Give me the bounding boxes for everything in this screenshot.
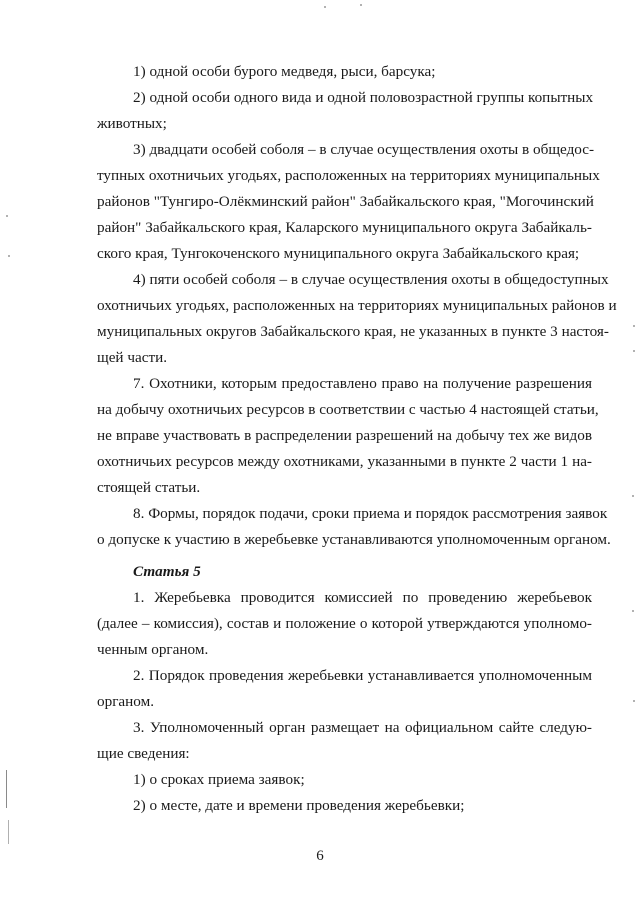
page-number: 6 — [316, 848, 324, 864]
text-line: 4) пяти особей соболя – в случае осуществления охоты в общедоступных — [133, 271, 609, 288]
text-line: 3. Уполномоченный орган размещает на официальном сайте следую- — [133, 719, 592, 736]
scan-edge-mark — [8, 820, 9, 844]
text-line: 2. Порядок проведения жеребьевки устанавливается уполномоченным — [133, 667, 592, 684]
text-line: район" Забайкальского края, Каларского муниципального округа Забайкаль- — [97, 219, 592, 236]
text-line: 1) одной особи бурого медведя, рыси, барсука; — [133, 63, 436, 80]
document-body — [97, 59, 617, 819]
scan-speck — [632, 495, 634, 497]
text-line: о допуске к участию в жеребьевке устанавливаются уполномоченным органом. — [97, 531, 611, 548]
scan-speck — [632, 610, 634, 612]
text-line: охотничьих ресурсов между охотниками, указанными в пункте 2 части 1 на- — [97, 453, 592, 470]
scan-speck — [8, 255, 10, 257]
text-line: животных; — [97, 115, 167, 132]
text-line: охотничьих угодьях, расположенных на территориях муниципальных районов и — [97, 297, 617, 314]
text-line: 2) о месте, дате и времени проведения жеребьевки; — [133, 797, 465, 814]
scan-speck — [6, 215, 8, 217]
text-line: стоящей статьи. — [97, 479, 201, 496]
text-line: не вправе участвовать в распределении разрешений на добычу тех же видов — [97, 427, 592, 444]
text-line: 1. Жеребьевка проводится комиссией по проведению жеребьевок — [133, 589, 592, 606]
text-line: районов "Тунгиро-Олёкминский район" Забайкальского края, "Могочинский — [97, 193, 594, 210]
scan-speck — [633, 700, 635, 702]
text-line: (далее – комиссия), состав и положение о которой утверждаются уполномо- — [97, 615, 592, 632]
text-line: 2) одной особи одного вида и одной половозрастной группы копытных — [133, 89, 594, 106]
text-line: щие сведения: — [97, 745, 190, 762]
text-line: 3) двадцати особей соболя – в случае осуществления охоты в общедос- — [133, 141, 595, 158]
scan-speck — [360, 4, 362, 6]
text-line: 7. Охотники, которым предоставлено право на получение разрешения — [133, 375, 592, 392]
article-heading: Статья 5 — [133, 563, 201, 580]
scan-speck — [633, 325, 635, 327]
scan-speck — [633, 350, 635, 352]
text-line: тупных охотничьих угодьях, расположенных на территориях муниципальных — [97, 167, 600, 184]
text-line: ского края, Тунгокоченского муниципального округа Забайкальского края; — [97, 245, 580, 262]
text-line: 1) о сроках приема заявок; — [133, 771, 305, 788]
text-line: ченным органом. — [97, 641, 209, 658]
text-line: на добычу охотничьих ресурсов в соответствии с частью 4 настоящей статьи, — [97, 401, 599, 418]
scan-speck — [324, 6, 326, 8]
text-line: муниципальных округов Забайкальского края, не указанных в пункте 3 настоя- — [97, 323, 609, 340]
scan-edge-mark — [6, 770, 7, 808]
text-line: органом. — [97, 693, 154, 710]
text-line: 8. Формы, порядок подачи, сроки приема и порядок рассмотрения заявок — [133, 505, 608, 522]
text-line: щей части. — [97, 349, 168, 366]
